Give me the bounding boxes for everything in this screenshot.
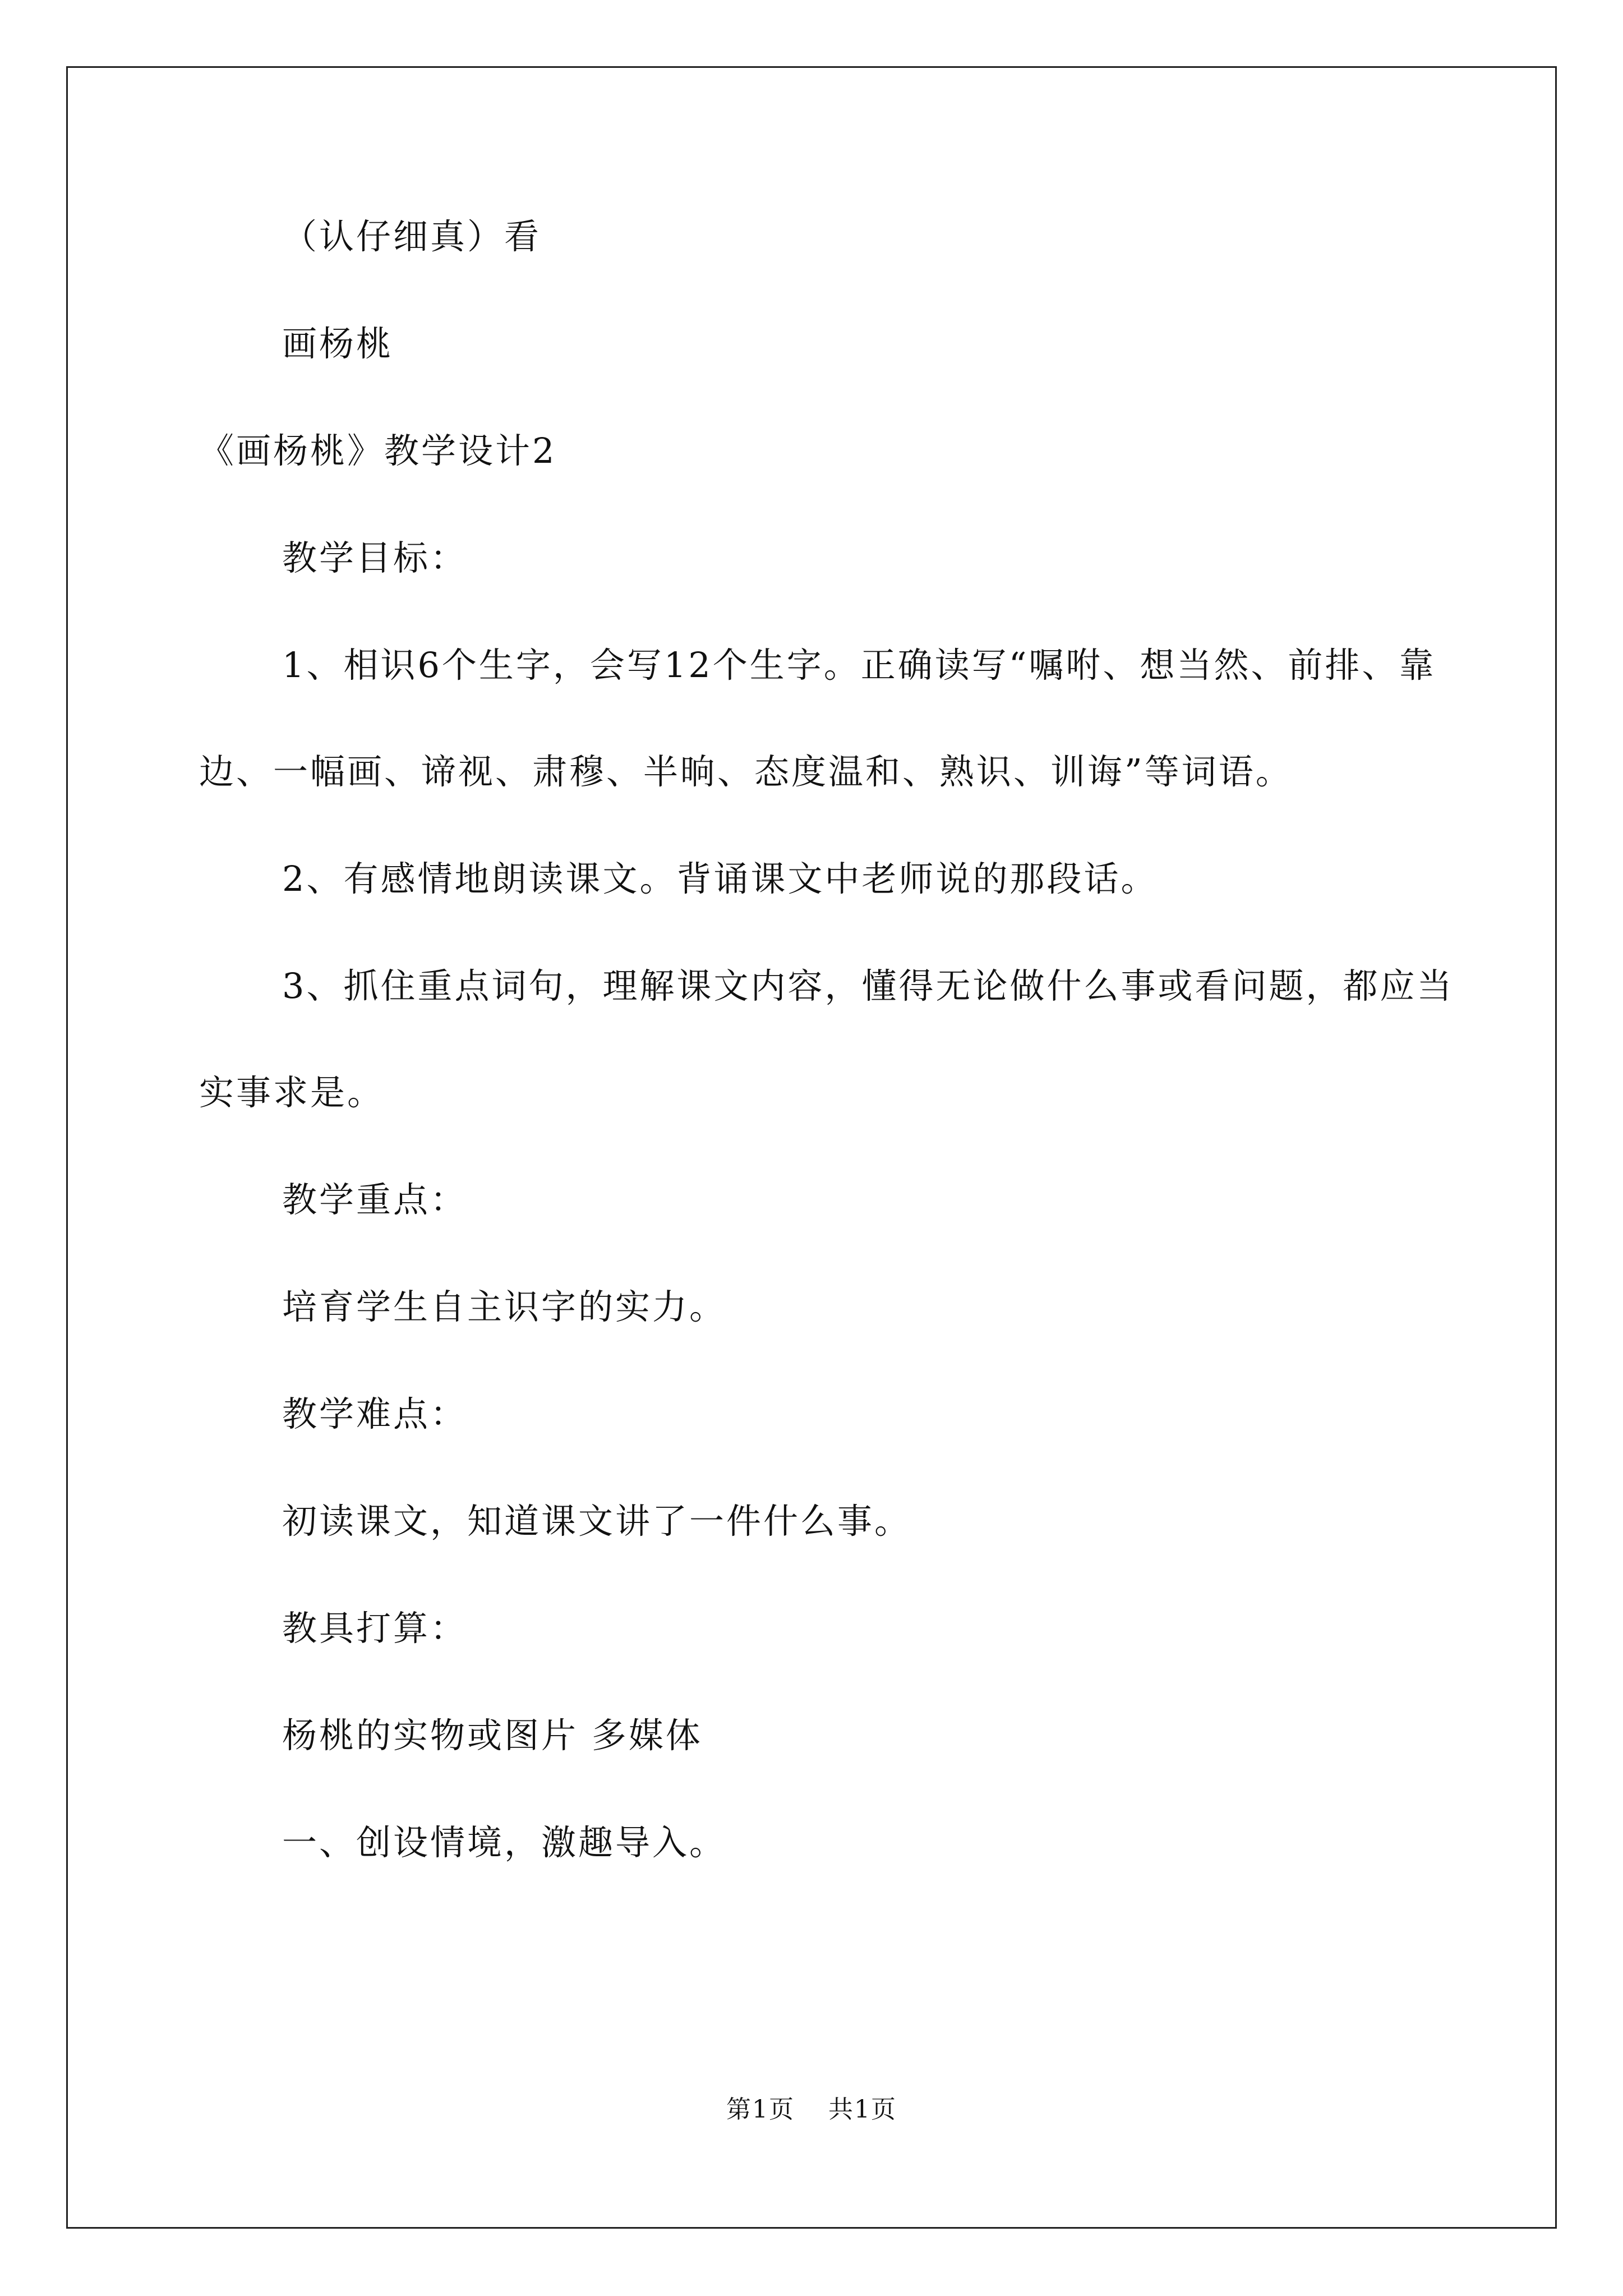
heading-teaching-goals: 教学目标： (282, 537, 468, 578)
goal-1: 1、相识6个生字，会写12个生字。正确读写“嘱咐、想当然、前排、靠边、一幅画、谛视、肃穆、半晌、态度温和、熟识、训诲”等词语。 (199, 645, 1436, 792)
page-number-total: 共1页 (828, 2095, 897, 2124)
paragraph-2: 画杨桃 (282, 323, 394, 364)
goal-2: 2、有感情地朗读课文。背诵课文中老师说的那段话。 (282, 858, 1158, 899)
goal-3: 3、抓住重点词句，理解课文内容，懂得无论做什么事或看问题，都应当实事求是。 (199, 965, 1454, 1113)
page-number-current: 第1页 (726, 2095, 795, 2124)
step-1-heading: 一、创设情境，激趣导入。 (282, 1822, 727, 1863)
heading-key-points: 教学重点： (282, 1179, 468, 1220)
document-body (199, 213, 1489, 1926)
page-footer (0, 2096, 1623, 2124)
heading-materials: 教具打算： (282, 1608, 468, 1649)
materials-text: 杨桃的实物或图片 多媒体 (282, 1715, 703, 1756)
section-title: 《画杨桃》教学设计2 (199, 430, 557, 471)
key-points-text: 培育学生自主识字的实力。 (282, 1286, 727, 1327)
paragraph-1: （认仔细真）看 (282, 216, 542, 257)
difficulties-text: 初读课文，知道课文讲了一件什么事。 (282, 1501, 912, 1542)
heading-difficulties: 教学难点： (282, 1393, 468, 1434)
